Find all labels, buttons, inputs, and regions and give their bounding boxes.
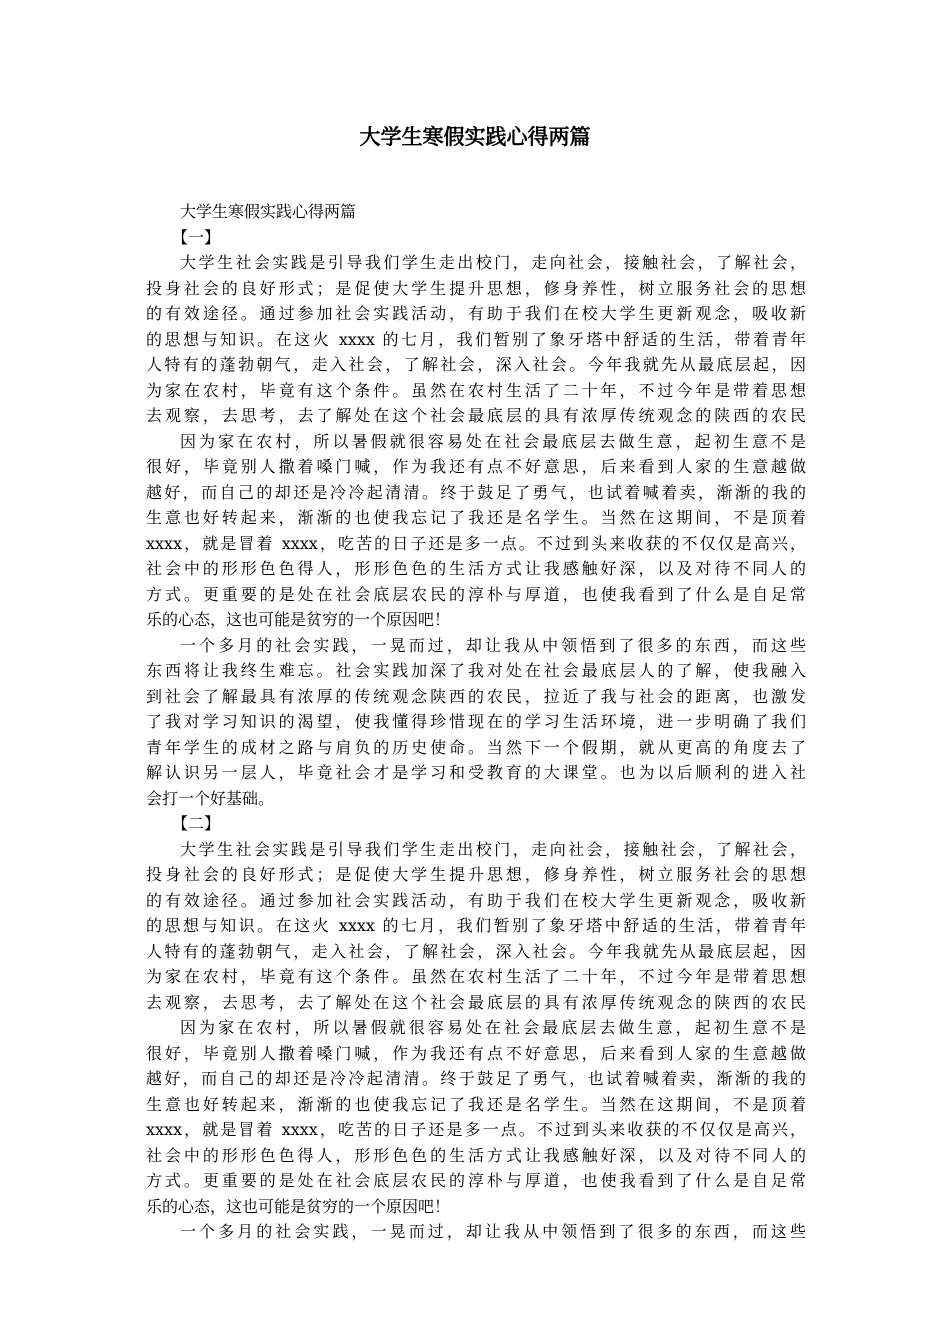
text-line: 很好，毕竟别人撒着嗓门喊，作为我还有点不好意思，后来看到人家的生意越做	[146, 1043, 806, 1063]
text-line: 解认识另一层人，毕竟社会才是学习和受教育的大课堂。也为以后顺利的进入社	[146, 763, 806, 782]
text-line: 大学生社会实践是引导我们学生走出校门，走向社会，接触社会，了解社会，	[180, 839, 806, 859]
text-line: 人特有的蓬勃朝气，走入社会，了解社会，深入社会。今年我就先从最底层起，因	[146, 941, 806, 961]
text-line: 青年学生的成材之路与肩负的历史使命。当然下一个假期，就从更高的角度去了	[146, 737, 806, 757]
text-line: 了我对学习知识的渴望，使我懂得珍惜现在的学习生活环境，进一步明确了我们	[146, 712, 806, 731]
text-line: 社会中的形形色色得人，形形色色的生活方式让我感触好深，以及对待不同人的	[146, 1145, 806, 1165]
text-line: 方式。更重要的是处在社会底层农民的淳朴与厚道，也使我看到了什么是自足常	[146, 1171, 806, 1190]
text-line: 越好，而自己的却还是冷冷起清清。终于鼓足了勇气，也试着喊着卖，渐渐的我的	[146, 1069, 806, 1088]
text-line: 东西将让我终生难忘。社会实践加深了我对处在社会最底层人的了解，使我融入	[146, 661, 806, 680]
text-line: 人特有的蓬勃朝气，走入社会，了解社会，深入社会。今年我就先从最底层起，因	[146, 355, 806, 374]
text-line: 乐的心态，这也可能是贫穷的一个原因吧！	[146, 610, 451, 629]
text-line: 会打一个好基础。	[146, 788, 275, 808]
text-line: 投身社会的良好形式；是促使大学生提升思想，修身养性，树立服务社会的思想	[146, 278, 806, 298]
text-line: 【一】	[172, 227, 221, 247]
text-line: 因为家在农村，所以暑假就很容易处在社会最底层去做生意，起初生意不是	[180, 1018, 806, 1037]
text-line: 社会中的形形色色得人，形形色色的生活方式让我感触好深，以及对待不同人的	[146, 559, 806, 578]
text-line: 为家在农村，毕竟有这个条件。虽然在农村生活了二十年，不过今年是带着思想	[146, 967, 806, 986]
text-line: xxxx，就是冒着 xxxx，吃苦的日子还是多一点。不过到头来收获的不仅仅是高兴，	[146, 533, 806, 553]
document-body	[146, 199, 806, 1245]
text-line: 一个多月的社会实践，一晃而过，却让我从中领悟到了很多的东西，而这些	[180, 635, 806, 655]
page-title: 大学生寒假实践心得两篇	[359, 124, 591, 149]
text-line: 的思想与知识。在这火 xxxx 的七月，我们暂别了象牙塔中舒适的生活，带着青年	[146, 916, 806, 935]
text-line: 投身社会的良好形式；是促使大学生提升思想，修身养性，树立服务社会的思想	[146, 865, 806, 884]
text-line: 去观察，去思考，去了解处在这个社会最底层的具有浓厚传统观念的陕西的农民	[146, 406, 806, 425]
text-line: 越好，而自己的却还是冷冷起清清。终于鼓足了勇气，也试着喊着卖，渐渐的我的	[146, 482, 806, 502]
text-line: 为家在农村，毕竟有这个条件。虽然在农村生活了二十年，不过今年是带着思想	[146, 380, 806, 400]
text-line: 生意也好转起来，渐渐的也使我忘记了我还是名学生。当然在这期间，不是顶着	[146, 508, 806, 527]
text-line: 的思想与知识。在这火 xxxx 的七月，我们暂别了象牙塔中舒适的生活，带着青年	[146, 329, 806, 349]
text-line: 一个多月的社会实践，一晃而过，却让我从中领悟到了很多的东西，而这些	[180, 1222, 806, 1241]
text-line: 很好，毕竟别人撒着嗓门喊，作为我还有点不好意思，后来看到人家的生意越做	[146, 457, 806, 476]
text-line: 去观察，去思考，去了解处在这个社会最底层的具有浓厚传统观念的陕西的农民	[146, 992, 806, 1012]
text-line: 的有效途径。通过参加社会实践活动，有助于我们在校大学生更新观念，吸收新	[146, 304, 806, 323]
text-line: 大学生社会实践是引导我们学生走出校门，走向社会，接触社会，了解社会，	[180, 253, 806, 272]
text-line: 的有效途径。通过参加社会实践活动，有助于我们在校大学生更新观念，吸收新	[146, 890, 806, 910]
text-line: 到社会了解最具有浓厚的传统观念陕西的农民，拉近了我与社会的距离，也激发	[146, 686, 806, 706]
text-line: xxxx，就是冒着 xxxx，吃苦的日子还是多一点。不过到头来收获的不仅仅是高兴，	[146, 1120, 806, 1139]
text-line: 【二】	[172, 814, 221, 833]
text-line: 因为家在农村，所以暑假就很容易处在社会最底层去做生意，起初生意不是	[180, 431, 806, 451]
text-line: 大学生寒假实践心得两篇	[180, 202, 357, 221]
text-line: 乐的心态，这也可能是贫穷的一个原因吧！	[146, 1196, 451, 1216]
text-line: 生意也好转起来，渐渐的也使我忘记了我还是名学生。当然在这期间，不是顶着	[146, 1094, 806, 1114]
text-line: 方式。更重要的是处在社会底层农民的淳朴与厚道，也使我看到了什么是自足常	[146, 584, 806, 604]
